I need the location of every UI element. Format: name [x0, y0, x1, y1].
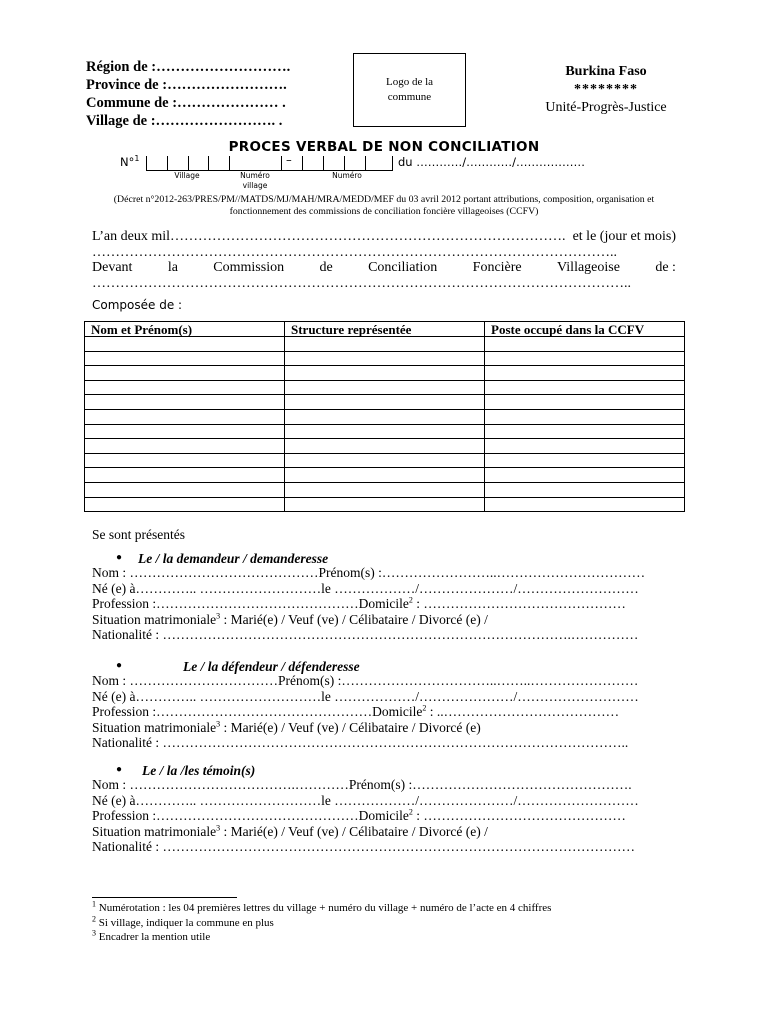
- table-cell[interactable]: [285, 366, 485, 381]
- footnote-mark: 3: [92, 928, 96, 938]
- document-title: PROCES VERBAL DE NON CONCILIATION: [228, 139, 540, 155]
- party-profession-line-label: Profession :………………………………………Domicile: [92, 596, 409, 611]
- footnote-mark: 1: [92, 899, 96, 909]
- col-header-poste: Poste occupé dans la CCFV: [485, 322, 685, 337]
- bullet-icon: ●: [116, 552, 123, 563]
- intro-line-1: [92, 229, 676, 245]
- table-row: [85, 409, 685, 424]
- intro-word: Commission: [213, 260, 285, 275]
- header-admin-block: [86, 58, 290, 130]
- footnote-ref: 2: [422, 703, 427, 713]
- footnote-text: Numérotation : les 04 premières lettres du village + numéro du village + numéro de l’acte en 4 chiffres: [96, 902, 552, 914]
- table-cell[interactable]: [85, 468, 285, 483]
- table-cell[interactable]: [85, 453, 285, 468]
- number-prefix-text: N°: [120, 155, 135, 169]
- party-profession-line-label: Profession :…………………………………………Domicile: [92, 704, 423, 719]
- intro-word: Villageoise: [557, 260, 620, 275]
- composee-label: Composée de :: [92, 298, 183, 312]
- village-field: Village de :……………………. .: [86, 113, 283, 129]
- country-motto: Unité-Progrès-Justice: [545, 100, 667, 115]
- table-cell[interactable]: [285, 497, 485, 512]
- table-cell[interactable]: [285, 424, 485, 439]
- footnote-ref: 3: [216, 611, 221, 620]
- intro-word: de: [319, 260, 333, 275]
- logo-text-line1: Logo de la: [385, 76, 434, 88]
- col-header-name: Nom et Prénom(s): [85, 322, 285, 337]
- party-nationality-line: Nationalité : …………………………………………………………………………………………..: [92, 735, 629, 750]
- intro-line-2: …………………………………………………………………………………………………..: [92, 244, 617, 260]
- number-date: du …………/…………/………………: [398, 155, 585, 169]
- intro-line-4: ……………………………………………………………………………………………………..: [92, 275, 631, 291]
- presented-label: Se sont présentés: [92, 527, 185, 542]
- number-slot: [365, 156, 366, 170]
- party-nationality-line: Nationalité : ……………………………………………………………………………………………: [92, 839, 635, 854]
- party-situation-line-label: Situation matrimoniale: [92, 611, 217, 627]
- number-slot: [323, 156, 324, 170]
- region-field: Région de :……………………….: [86, 59, 291, 75]
- table-cell[interactable]: [485, 482, 685, 497]
- footnote-mark: 2: [92, 913, 96, 923]
- table-cell[interactable]: [485, 395, 685, 410]
- table-cell[interactable]: [485, 337, 685, 352]
- table-row: [85, 439, 685, 454]
- table-row: [85, 337, 685, 352]
- table-cell[interactable]: [485, 468, 685, 483]
- members-table: [84, 321, 685, 512]
- intro-date-suffix: et le (jour et mois): [572, 229, 676, 244]
- province-field: Province de :…………………….: [86, 77, 287, 93]
- number-slot: [229, 156, 230, 170]
- intro-word: Conciliation: [368, 260, 438, 275]
- table-row: [85, 482, 685, 497]
- table-cell[interactable]: [85, 351, 285, 366]
- footnote-3: [92, 928, 211, 944]
- party-heading: Le / la demandeur / demanderesse: [138, 551, 329, 566]
- label-numero-village-line1: Numéro: [240, 171, 270, 180]
- party-heading: Le / la défendeur / défenderesse: [183, 659, 360, 674]
- footnote-2: [92, 913, 274, 930]
- footnote-ref: 2: [408, 807, 413, 817]
- label-numero: Numéro: [332, 171, 362, 180]
- table-cell[interactable]: [285, 409, 485, 424]
- table-cell[interactable]: [485, 424, 685, 439]
- intro-word: Foncière: [472, 260, 522, 275]
- footnote-separator: [92, 897, 237, 898]
- party-birth-line: Né (e) à………….. ………………………le ………………/…………………/………………………: [92, 792, 639, 808]
- table-row: [85, 395, 685, 410]
- table-row: [85, 380, 685, 395]
- table-cell[interactable]: [285, 395, 485, 410]
- party-situation-line-value: : Marié(e) / Veuf (ve) / Célibataire / Divorcé (e) /: [220, 611, 488, 627]
- label-numero-village: [228, 171, 282, 191]
- label-numero-village-line2: village: [242, 181, 268, 190]
- decree-line2: fonctionnement des commissions de conciliation foncière villageoises (CCFV): [229, 205, 539, 217]
- decree-reference: [80, 194, 688, 217]
- party-situation-line-label: Situation matrimoniale: [92, 719, 217, 735]
- footnote-text: Si village, indiquer la commune en plus: [96, 916, 274, 929]
- number-slot: [281, 156, 282, 170]
- table-cell[interactable]: [85, 380, 285, 395]
- table-cell[interactable]: [85, 497, 285, 512]
- table-cell[interactable]: [85, 366, 285, 381]
- country-name: Burkina Faso: [565, 64, 647, 79]
- table-cell[interactable]: [485, 453, 685, 468]
- commune-field: Commune de :………………… .: [86, 95, 286, 111]
- members-table-header: [85, 322, 685, 337]
- footnote-text: Encadrer la mention utile: [96, 931, 211, 943]
- table-cell[interactable]: [285, 453, 485, 468]
- footnote-ref: 3: [216, 823, 221, 832]
- table-row: [85, 497, 685, 512]
- party-profession-line-value: : ..…………………………………: [426, 704, 620, 719]
- bullet-icon: ●: [116, 660, 123, 671]
- table-cell[interactable]: [285, 468, 485, 483]
- party-nom-line: Nom : ……………………………Prénom(s) :……………………………..……..……………………: [92, 673, 639, 688]
- table-cell[interactable]: [485, 409, 685, 424]
- country-block: [520, 63, 692, 117]
- party-heading: Le / la /les témoin(s): [142, 763, 256, 778]
- party-situation-line: [92, 721, 481, 736]
- party-situation-line: [92, 613, 488, 628]
- number-slot: [167, 156, 168, 170]
- party-profession-line: [92, 705, 619, 720]
- number-slot: [146, 156, 147, 170]
- party-birth-line: Né (e) à………….. ………………………le ………………/…………………/………………………: [92, 688, 639, 704]
- intro-word: la: [167, 260, 178, 275]
- number-slot: [188, 156, 189, 170]
- intro-word: de :: [655, 260, 676, 275]
- table-cell[interactable]: [485, 351, 685, 366]
- number-slot: [302, 156, 303, 170]
- party-profession-line-value: : ………………………………………: [412, 596, 626, 611]
- footnote-1: [92, 899, 552, 915]
- table-cell[interactable]: [285, 482, 485, 497]
- table-cell[interactable]: [285, 351, 485, 366]
- table-row: [85, 468, 685, 483]
- party-nom-line: Nom : ……………………………………Prénom(s) :……………………..……………………………: [92, 565, 646, 580]
- table-cell[interactable]: [285, 439, 485, 454]
- table-cell[interactable]: [85, 409, 285, 424]
- decree-line1: (Décret n°2012-263/PRES/PM//MATDS/MJ/MAH/MRA/MEDD/MEF du 03 avril 2012 portant attributions, composition, organisation et: [113, 194, 655, 205]
- table-cell[interactable]: [485, 439, 685, 454]
- party-profession-line-value: : ………………………………………: [412, 808, 626, 823]
- bullet-icon: ●: [116, 764, 123, 775]
- footnote-ref: 3: [216, 719, 221, 728]
- party-profession-line: [92, 597, 626, 612]
- table-cell[interactable]: [85, 395, 285, 410]
- table-cell[interactable]: [285, 337, 485, 352]
- table-row: [85, 453, 685, 468]
- number-slot: [344, 156, 345, 170]
- table-row: [85, 424, 685, 439]
- table-cell[interactable]: [285, 380, 485, 395]
- number-dash: –: [286, 153, 292, 167]
- footnote-ref-1: 1: [134, 154, 140, 164]
- label-village: Village: [174, 171, 200, 180]
- table-cell[interactable]: [485, 366, 685, 381]
- party-nom-line: Nom : ……………………………….…………Prénom(s) :………………………………………….: [92, 777, 632, 792]
- table-row: [85, 366, 685, 381]
- party-birth-line: Né (e) à………….. ………………………le ………………/…………………/………………………: [92, 580, 639, 596]
- party-situation-line-label: Situation matrimoniale: [92, 823, 217, 839]
- logo-placeholder: [353, 53, 466, 127]
- party-situation-line: [92, 825, 488, 840]
- table-cell[interactable]: [485, 380, 685, 395]
- table-cell[interactable]: [485, 497, 685, 512]
- intro-word: Devant: [92, 260, 133, 275]
- intro-date-field: L’an deux mil………………………………………………………………………….: [92, 229, 566, 244]
- table-cell[interactable]: [85, 482, 285, 497]
- footnote-ref: 2: [408, 595, 413, 605]
- table-cell[interactable]: [85, 424, 285, 439]
- party-situation-line-value: : Marié(e) / Veuf (ve) / Célibataire / Divorcé (e) /: [220, 823, 488, 839]
- number-slot: [392, 156, 393, 170]
- logo-text-line2: commune: [387, 91, 432, 103]
- number-slot: [208, 156, 209, 170]
- number-prefix: [120, 155, 139, 169]
- col-header-structure: Structure représentée: [285, 322, 485, 337]
- party-profession-line-label: Profession :………………………………………Domicile: [92, 808, 409, 823]
- party-profession-line: [92, 809, 626, 824]
- intro-paragraph: [92, 229, 676, 291]
- party-situation-line-value: : Marié(e) / Veuf (ve) / Célibataire / Divorcé (e): [220, 719, 481, 735]
- party-nationality-line: Nationalité : ……………………………………………………………………………….……………: [92, 627, 639, 642]
- table-row: [85, 351, 685, 366]
- table-cell[interactable]: [85, 337, 285, 352]
- table-cell[interactable]: [85, 439, 285, 454]
- country-stars: ********: [574, 82, 638, 97]
- intro-line-3: [92, 260, 676, 276]
